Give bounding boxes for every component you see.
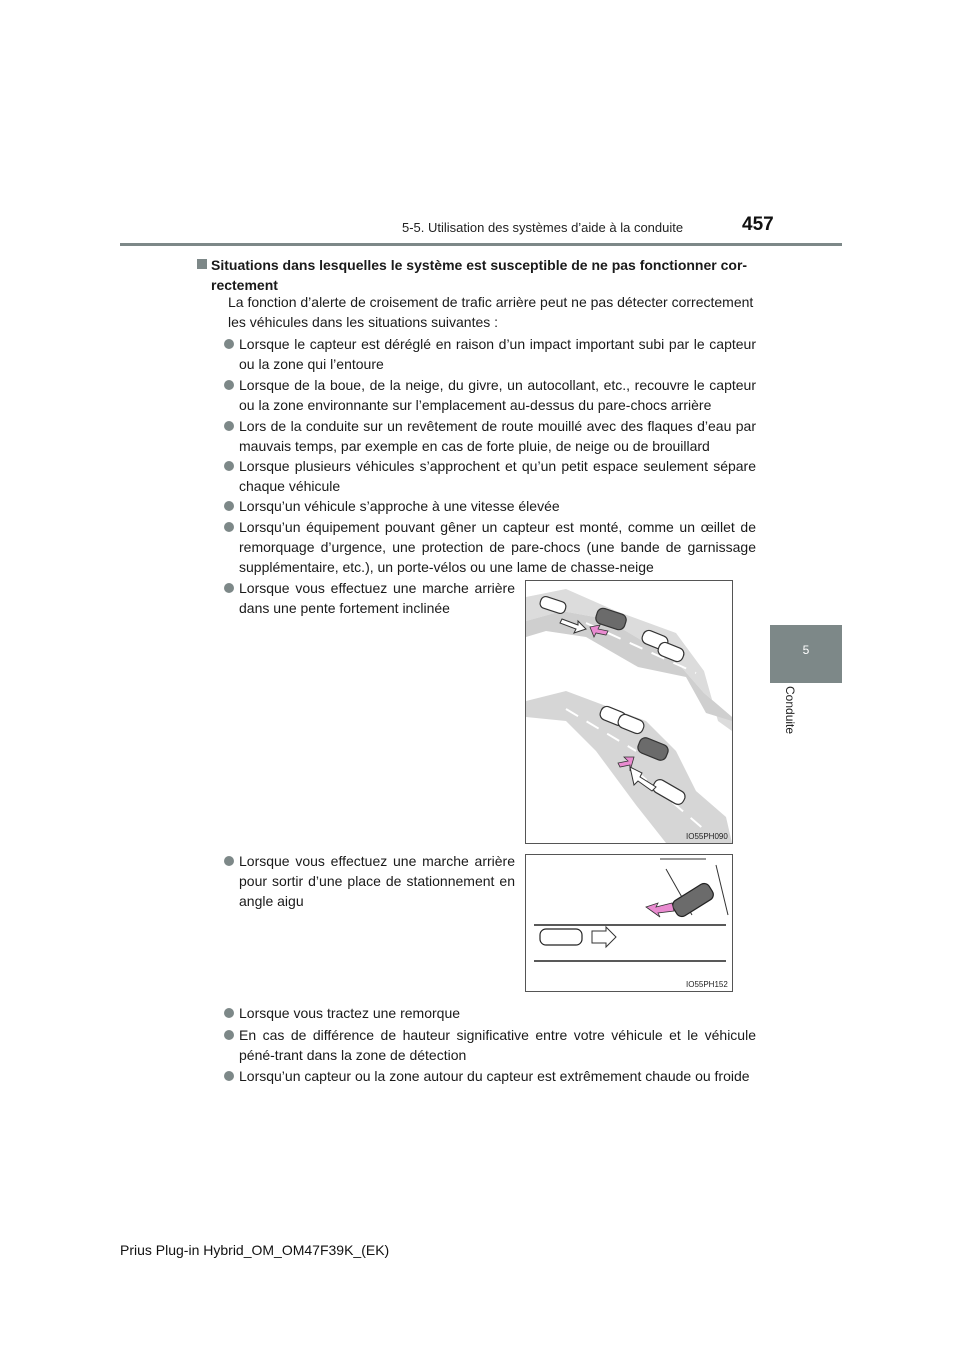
list-item	[239, 517, 756, 577]
bullet-dot-icon	[224, 461, 234, 471]
figure-code: IO55PH152	[686, 980, 728, 989]
bullet-dot-icon	[224, 522, 234, 532]
figure-angled-parking	[525, 854, 733, 992]
section-heading-line2: rectement	[211, 277, 278, 293]
list-item-text: Lorsque vous tractez une remorque	[239, 1005, 461, 1021]
header-divider	[120, 243, 842, 246]
footer-manual-id: Prius Plug-in Hybrid_OM_OM47F39K_(EK)	[120, 1242, 390, 1258]
list-item	[239, 334, 756, 374]
list-item	[239, 1003, 756, 1023]
square-bullet-icon	[197, 259, 207, 269]
list-item-text: En cas de différence de hauteur significative entre votre véhicule et le véhicule péné-trant dans la zone de détection	[239, 1027, 756, 1063]
list-item	[239, 375, 756, 415]
section-intro: La fonction d’alerte de croisement de trafic arrière peut ne pas détecter correctement les véhicules dans les situations suivantes :	[228, 294, 754, 330]
list-item	[239, 456, 756, 496]
bullet-dot-icon	[224, 583, 234, 593]
figure-code: IO55PH090	[686, 832, 728, 841]
list-item	[239, 416, 756, 456]
list-item	[239, 1066, 756, 1086]
list-item-text: Lorsque vous effectuez une marche arrière dans une pente fortement inclinée	[239, 580, 515, 616]
list-item-text: Lorsque le capteur est déréglé en raison d’un impact important subi par le capteur ou la zone qui l’entoure	[239, 336, 756, 372]
list-item	[239, 578, 515, 618]
bullet-dot-icon	[224, 856, 234, 866]
bullet-dot-icon	[224, 501, 234, 511]
list-item	[239, 1025, 756, 1065]
bullet-dot-icon	[224, 421, 234, 431]
bullet-dot-icon	[224, 380, 234, 390]
list-item-text: Lorsqu’un capteur ou la zone autour du capteur est extrêmement chaude ou froide	[239, 1068, 750, 1084]
section-heading	[211, 255, 756, 295]
list-item-text: Lorsque plusieurs véhicules s’approchent et qu’un petit espace seulement sépare chaque véhicule	[239, 458, 756, 494]
bullet-dot-icon	[224, 339, 234, 349]
chapter-label	[779, 686, 803, 756]
bullet-dot-icon	[224, 1071, 234, 1081]
bullet-dot-icon	[224, 1008, 234, 1018]
running-header: 5-5. Utilisation des systèmes d’aide à la conduite	[402, 220, 684, 235]
page-number: 457	[742, 214, 774, 235]
chapter-number: 5	[802, 643, 810, 657]
slope-reversing-illustration-icon	[526, 581, 732, 843]
chapter-label-text: Conduite	[783, 686, 797, 735]
list-item-text: Lors de la conduite sur un revêtement de route mouillé avec des flaques d’eau par mauvais temps, par exemple en cas de forte pluie, de neige ou de brouillard	[239, 418, 756, 454]
figure-slope-reversing	[525, 580, 733, 844]
section-heading-line1: Situations dans lesquelles le système est susceptible de ne pas fonctionner cor-	[211, 257, 748, 273]
list-item	[239, 496, 756, 516]
list-item-text: Lorsqu’un équipement pouvant gêner un capteur est monté, comme un œillet de remorquage d’urgence, une protection de pare-chocs (une bande de garnissage supplémentaire, etc.), un porte-vélos ou une lame de chasse-neige	[239, 519, 756, 575]
list-item-text: Lorsque vous effectuez une marche arrière pour sortir d’une place de stationnement en angle aigu	[239, 853, 515, 909]
list-item-text: Lorsque de la boue, de la neige, du givre, un autocollant, etc., recouvre le capteur ou la zone environnante sur l’emplacement au-dessus du pare-chocs arrière	[239, 377, 756, 413]
list-item	[239, 851, 515, 911]
list-item-text: Lorsqu’un véhicule s’approche à une vitesse élevée	[239, 498, 560, 514]
angled-parking-illustration-icon	[526, 855, 732, 991]
bullet-dot-icon	[224, 1030, 234, 1040]
